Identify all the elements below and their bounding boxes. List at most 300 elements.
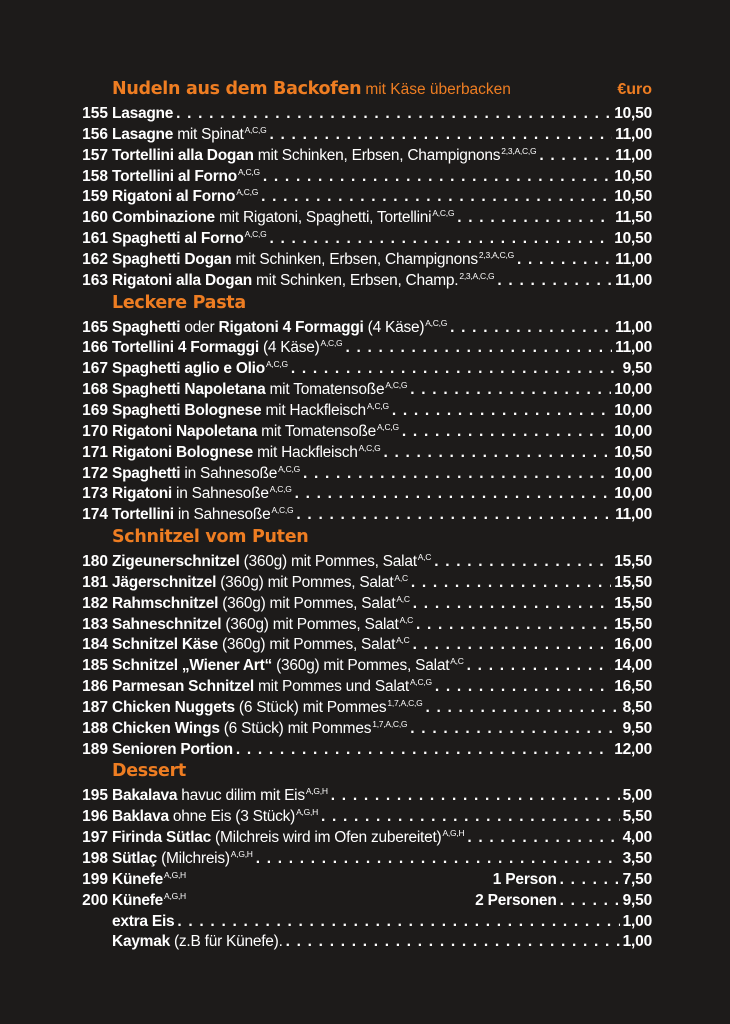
item-line <box>112 318 652 339</box>
item-line <box>112 167 652 188</box>
item-line <box>112 594 652 615</box>
item-line <box>112 615 652 636</box>
item-number: 159 <box>82 188 108 206</box>
item-name: Spaghetti <box>112 464 181 482</box>
item-name: Rahmschnitzel <box>112 594 219 612</box>
allergen-codes: A,G,H <box>164 869 186 880</box>
dot-leader <box>517 250 612 271</box>
dot-leader <box>413 594 611 615</box>
item-price: 11,00 <box>615 506 652 524</box>
dot-leader <box>392 401 611 422</box>
item-line <box>112 250 652 271</box>
item-description <box>112 615 413 636</box>
item-line <box>112 422 652 443</box>
dot-leader <box>416 615 611 636</box>
item-number: 199 <box>82 870 108 888</box>
menu-item-row <box>0 422 730 443</box>
allergen-codes: A,C,G <box>377 421 399 432</box>
item-number: 168 <box>82 381 108 399</box>
menu-item-row <box>0 912 730 933</box>
allergen-codes: A,C,G <box>366 400 389 411</box>
item-price: 4,00 <box>622 829 652 847</box>
allergen-codes: A,C,G <box>265 359 288 370</box>
section-header-pasta <box>0 292 730 318</box>
item-line <box>112 187 652 208</box>
item-number: 198 <box>82 850 108 867</box>
item-price: 11,00 <box>615 271 652 289</box>
item-line <box>112 229 652 250</box>
item-price: 9,50 <box>622 719 652 737</box>
item-description <box>112 635 410 656</box>
section-items-nudeln <box>0 104 730 292</box>
item-detail: mit Tomatensoße <box>257 422 377 440</box>
dot-leader <box>457 208 612 229</box>
item-description <box>112 505 293 526</box>
allergen-codes: A,C,G <box>358 442 381 453</box>
menu-item-row <box>0 250 730 271</box>
item-detail: (Milchreis) <box>157 850 230 867</box>
menu-item-row <box>0 125 730 146</box>
section-header-nudeln <box>0 78 730 104</box>
section-items-dessert <box>0 786 730 953</box>
item-line <box>112 891 652 912</box>
dot-leader <box>467 656 612 677</box>
menu-item-row <box>0 573 730 594</box>
menu-item-row <box>0 870 730 891</box>
item-number: 172 <box>82 464 108 482</box>
dot-leader <box>291 359 620 380</box>
item-price: 10,50 <box>614 167 652 185</box>
item-price: 11,00 <box>615 339 652 357</box>
allergen-codes: A,C <box>394 572 408 583</box>
item-name: Combinazione <box>112 209 215 227</box>
item-name: Rigatoni Napoletana <box>112 422 258 440</box>
item-number: 200 <box>82 891 108 909</box>
item-name: Spaghetti al Forno <box>112 230 244 248</box>
section-title: Nudeln aus dem Backofen mit Käse überbacken <box>112 79 511 99</box>
menu-item-row <box>0 786 730 807</box>
menu-item-row <box>0 208 730 229</box>
item-description <box>112 891 186 912</box>
item-detail: in Sahnesoße <box>173 506 271 524</box>
item-price: 16,50 <box>614 678 652 696</box>
item-name: Spaghetti aglio e Olio <box>112 360 265 378</box>
item-number: 166 <box>82 339 108 357</box>
item-line <box>112 401 652 422</box>
menu-item-row <box>0 505 730 526</box>
item-detail: (Milchreis wird im Ofen zubereitet) <box>211 829 442 847</box>
item-number: 196 <box>82 808 108 826</box>
dot-leader <box>450 318 612 339</box>
item-description <box>112 740 233 761</box>
dot-leader <box>236 740 611 761</box>
allergen-codes: A,C,G <box>271 505 294 516</box>
dot-leader <box>270 125 613 146</box>
item-number: 197 <box>82 829 108 847</box>
item-price: 15,50 <box>614 594 652 612</box>
item-price: 1,00 <box>622 912 652 930</box>
allergen-codes: 1,7,A,C,G <box>372 718 408 729</box>
item-number: 180 <box>82 553 108 571</box>
item-detail: (360g) mit Pommes, Salat <box>218 594 396 612</box>
allergen-codes: A,C,G <box>244 124 267 135</box>
item-detail: mit Hackfleisch <box>253 443 358 461</box>
item-line <box>112 573 652 594</box>
item-price: 15,50 <box>614 615 652 633</box>
allergen-codes: A,C,G <box>244 229 267 240</box>
item-price: 15,50 <box>614 573 652 591</box>
dot-leader <box>296 505 612 526</box>
menu-page <box>0 78 730 953</box>
menu-item-row <box>0 635 730 656</box>
allergen-codes: A,G,H <box>164 890 186 901</box>
allergen-codes: 2,3,A,C,G <box>459 270 495 281</box>
allergen-codes: A,C,G <box>278 463 300 474</box>
dot-leader <box>560 870 620 891</box>
item-name: Lasagne <box>112 125 174 143</box>
item-line <box>112 828 652 849</box>
item-line <box>112 719 652 740</box>
menu-item-row <box>0 698 730 719</box>
item-name: Schnitzel „Wiener Art“ <box>112 657 273 675</box>
portion-size: 2 Personen <box>475 891 557 909</box>
menu-item-row <box>0 271 730 292</box>
section-header-schnitzel <box>0 526 730 552</box>
item-number: 189 <box>82 740 108 758</box>
menu-item-row <box>0 359 730 380</box>
item-name: Tortellini al Forno <box>112 167 237 185</box>
section-title: Schnitzel vom Puten <box>112 527 309 548</box>
item-description <box>112 719 407 740</box>
item-price: 12,00 <box>614 740 652 758</box>
item-number: 162 <box>82 250 108 268</box>
item-number: 169 <box>82 401 108 419</box>
allergen-codes: A,C <box>396 593 410 604</box>
item-description <box>112 807 318 828</box>
item-line <box>112 464 652 485</box>
section-items-schnitzel <box>0 552 730 760</box>
item-line <box>112 849 652 870</box>
allergen-codes: A,G,H <box>230 849 253 859</box>
item-description <box>112 187 258 208</box>
menu-item-row <box>0 401 730 422</box>
allergen-codes: A,C,G <box>236 187 259 198</box>
dot-leader <box>321 807 620 828</box>
dot-leader <box>303 464 611 485</box>
item-line <box>112 807 652 828</box>
item-number: 185 <box>82 657 108 675</box>
item-line <box>112 338 652 359</box>
item-detail: mit Schinken, Erbsen, Champignons <box>253 146 501 164</box>
item-detail: (360g) mit Pommes, Salat <box>221 615 399 633</box>
allergen-codes: A,G,H <box>296 807 318 818</box>
item-detail: mit Schinken, Erbsen, Champ. <box>251 271 459 289</box>
item-number: 171 <box>82 443 108 461</box>
menu-item-row <box>0 464 730 485</box>
item-number: 181 <box>82 573 108 591</box>
item-price: 11,00 <box>615 146 652 164</box>
item-name: Lasagne <box>112 105 174 122</box>
dot-leader <box>345 338 612 359</box>
item-line <box>112 740 652 761</box>
item-price: 10,50 <box>614 188 652 206</box>
item-price: 16,00 <box>614 636 652 654</box>
item-number: 187 <box>82 698 108 716</box>
menu-item-row <box>0 594 730 615</box>
dot-leader <box>560 891 620 912</box>
item-name: Senioren Portion <box>112 740 233 758</box>
item-line <box>112 271 652 292</box>
item-description <box>112 146 536 167</box>
item-price: 10,00 <box>614 401 652 419</box>
item-name: Baklava <box>112 808 169 826</box>
item-detail: in Sahnesoße <box>180 464 278 482</box>
allergen-codes: A,C,G <box>432 208 455 219</box>
section-title: Dessert <box>112 761 186 782</box>
section-title: Leckere Pasta <box>112 292 246 313</box>
item-description <box>112 443 380 464</box>
allergen-codes: A,C,G <box>409 677 432 688</box>
item-line <box>112 677 652 698</box>
dot-leader <box>261 187 611 208</box>
item-name: Rigatoni Bolognese <box>112 443 254 461</box>
item-detail: in Sahnesoße <box>172 485 269 503</box>
item-price: 10,00 <box>614 381 652 399</box>
item-name: Kaymak <box>112 933 170 951</box>
menu-item-row <box>0 932 730 953</box>
item-price: 9,50 <box>622 360 652 378</box>
item-name: Spaghetti Dogan <box>112 250 232 268</box>
item-line <box>112 125 652 146</box>
item-description <box>112 167 260 188</box>
item-description <box>112 573 408 594</box>
allergen-codes: A,C <box>450 656 464 667</box>
item-number: 156 <box>82 125 108 143</box>
item-name: extra Eis <box>112 912 175 930</box>
item-detail: mit Tomatensoße <box>265 381 385 399</box>
item-description <box>112 828 464 849</box>
item-price: 10,00 <box>614 485 652 503</box>
menu-item-row <box>0 807 730 828</box>
menu-item-row <box>0 552 730 573</box>
item-number: 173 <box>82 485 108 503</box>
allergen-codes: A,C <box>417 552 432 563</box>
item-name: Schnitzel Käse <box>112 636 218 654</box>
item-detail: mit Rigatoni, Spaghetti, Tortellini <box>214 209 432 227</box>
allergen-codes: A,C,G <box>425 317 448 328</box>
item-detail: mit Hackfleisch <box>261 401 366 419</box>
item-price: 5,50 <box>622 808 652 826</box>
item-description <box>112 849 253 870</box>
item-description <box>112 401 389 422</box>
dot-leader <box>331 786 620 807</box>
item-description <box>112 870 186 891</box>
menu-item-row <box>0 104 730 125</box>
item-description <box>112 677 432 698</box>
item-name: Rigatoni al Forno <box>112 188 236 206</box>
item-number: 183 <box>82 615 108 633</box>
menu-item-row <box>0 187 730 208</box>
item-number: 184 <box>82 636 108 654</box>
item-price: 5,00 <box>622 787 652 805</box>
item-name: Chicken Nuggets <box>112 698 235 716</box>
dot-leader <box>497 271 612 292</box>
item-number: 165 <box>82 318 108 336</box>
item-number: 174 <box>82 506 108 524</box>
item-line <box>112 656 652 677</box>
item-name: Spaghetti <box>112 318 181 336</box>
item-number: 160 <box>82 209 108 227</box>
item-description <box>112 380 407 401</box>
item-description <box>112 698 422 719</box>
item-detail: ohne Eis (3 Stück) <box>168 808 296 826</box>
allergen-codes: 1,7,A,C,G <box>387 697 423 708</box>
item-name: Sütlaç <box>112 850 158 867</box>
item-description <box>112 552 431 573</box>
item-line <box>112 208 652 229</box>
item-name: Bakalava <box>112 787 178 805</box>
item-line <box>112 505 652 526</box>
item-price: 7,50 <box>622 870 652 888</box>
item-price: 11,00 <box>615 125 652 143</box>
allergen-codes: A,C <box>399 614 413 625</box>
item-name: Tortellini 4 Formaggi <box>112 339 259 357</box>
item-number: 195 <box>82 787 108 805</box>
allergen-codes: 2,3,A,C,G <box>478 249 514 260</box>
dot-leader <box>256 849 620 870</box>
item-number: 161 <box>82 230 108 248</box>
item-description <box>112 359 288 380</box>
item-name: Chicken Wings <box>112 719 220 737</box>
allergen-codes: A,C,G <box>269 484 292 495</box>
item-detail: oder <box>180 318 219 336</box>
item-description <box>112 464 300 485</box>
section-header-dessert <box>0 760 730 786</box>
item-detail: (360g) mit Pommes, Salat <box>239 553 417 571</box>
dot-leader <box>286 932 620 953</box>
item-line <box>112 552 652 573</box>
section-items-pasta <box>0 318 730 526</box>
item-description <box>112 338 342 359</box>
item-name: Spaghetti Napoletana <box>112 381 266 399</box>
menu-item-row <box>0 380 730 401</box>
item-line <box>112 146 652 167</box>
dot-leader <box>435 677 611 698</box>
dot-leader <box>467 828 619 849</box>
menu-item-row <box>0 443 730 464</box>
menu-item-row <box>0 338 730 359</box>
item-number: 157 <box>82 146 108 164</box>
item-price: 15,50 <box>614 553 652 571</box>
menu-item-row <box>0 146 730 167</box>
item-name: Firinda Sütlac <box>112 829 211 847</box>
allergen-codes: A,C,G <box>238 166 260 177</box>
item-description <box>112 912 174 933</box>
menu-item-row <box>0 484 730 505</box>
item-description <box>112 656 464 677</box>
dot-leader <box>411 573 611 594</box>
item-price: 9,50 <box>622 891 652 909</box>
item-detail: (6 Stück) mit Pommes <box>234 698 387 716</box>
dot-leader <box>539 146 612 167</box>
menu-item-row <box>0 318 730 339</box>
item-price: 10,00 <box>614 464 652 482</box>
item-name: Spaghetti Bolognese <box>112 401 262 419</box>
item-name-secondary: Rigatoni 4 Formaggi <box>218 318 364 336</box>
item-name: Tortellini <box>112 506 174 524</box>
dot-leader <box>425 698 619 719</box>
item-number: 163 <box>82 271 108 289</box>
menu-item-row <box>0 740 730 761</box>
currency-label: €uro <box>617 81 652 98</box>
item-detail: (6 Stück) mit Pommes <box>219 719 372 737</box>
item-name: Rigatoni <box>112 485 172 503</box>
dot-leader <box>402 422 611 443</box>
item-price: 3,50 <box>622 850 652 867</box>
dot-leader <box>263 167 611 188</box>
menu-item-row <box>0 891 730 912</box>
item-detail: mit Pommes und Salat <box>253 678 409 696</box>
dot-leader <box>269 229 611 250</box>
menu-item-row <box>0 615 730 636</box>
dot-leader <box>295 484 612 505</box>
item-detail: (360g) mit Pommes, Salat <box>217 636 396 654</box>
allergen-codes: 2,3,A,C,G <box>501 145 537 156</box>
item-description <box>112 318 447 339</box>
item-number: 158 <box>82 167 108 185</box>
menu-item-row <box>0 677 730 698</box>
item-line <box>112 359 652 380</box>
dot-leader <box>383 443 611 464</box>
item-description <box>112 422 399 443</box>
item-line <box>112 104 652 125</box>
allergen-codes: A,C,G <box>320 338 343 349</box>
item-line <box>112 484 652 505</box>
allergen-codes: A,C <box>396 635 410 646</box>
item-description <box>112 104 173 125</box>
item-name: Jägerschnitzel <box>112 573 217 591</box>
menu-item-row <box>0 656 730 677</box>
item-line <box>112 635 652 656</box>
dot-leader <box>177 912 619 933</box>
item-number: 167 <box>82 360 108 378</box>
item-price: 10,50 <box>614 443 652 461</box>
item-detail-secondary: (4 Käse) <box>363 318 425 336</box>
dot-leader <box>176 104 611 125</box>
item-description <box>112 271 494 292</box>
item-detail: mit Spinat <box>173 125 244 143</box>
item-detail: (360g) mit Pommes, Salat <box>272 657 450 675</box>
item-description <box>112 594 410 615</box>
dot-leader <box>434 552 611 573</box>
item-number: 155 <box>82 105 108 122</box>
allergen-codes: A,G,H <box>442 828 465 839</box>
item-line <box>112 380 652 401</box>
item-description <box>112 208 454 229</box>
item-line <box>112 443 652 464</box>
allergen-codes: A,G,H <box>305 786 328 797</box>
item-line <box>112 870 652 891</box>
item-price: 11,00 <box>615 318 652 336</box>
item-price: 10,00 <box>614 422 652 440</box>
item-price: 10,50 <box>614 105 652 122</box>
item-price: 11,50 <box>615 209 652 227</box>
item-name: Rigatoni alla Dogan <box>112 271 252 289</box>
allergen-codes: A,C,G <box>385 380 408 391</box>
item-number: 188 <box>82 719 108 737</box>
item-description <box>112 125 267 146</box>
dot-leader <box>413 635 612 656</box>
